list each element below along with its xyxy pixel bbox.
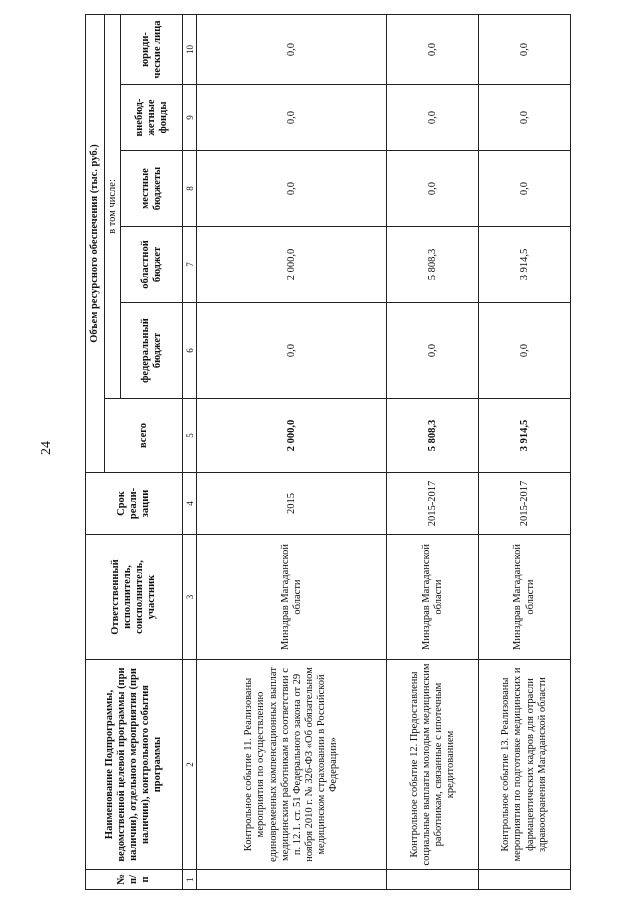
header-responsible: Ответственный исполнитель, соисполнитель, участник [86,535,183,660]
table-row [479,15,571,890]
header-name: Наименование Подпрограммы, ведомственной целевой программы (при наличии), отдельного мероприятия (при наличии), контрольного события программы [86,660,183,870]
row-legal: 0,0 [387,15,479,85]
header-offbudget: внебюд-жетные фонды [121,85,183,151]
row-num [387,870,479,890]
page-number: 24 [39,441,54,455]
table-row [387,15,479,890]
row-offbudget: 0,0 [197,85,387,151]
row-total: 3 914,5 [479,399,571,473]
row-total: 2 000,0 [197,399,387,473]
row-responsible: Минздрав Магаданской области [479,535,571,660]
row-total: 5 808,3 [387,399,479,473]
col-number: 7 [183,227,197,303]
row-federal: 0,0 [387,303,479,399]
header-local: местные бюджеты [121,151,183,227]
row-num [479,870,571,890]
table-row [197,15,387,890]
row-regional: 3 914,5 [479,227,571,303]
row-num [197,870,387,890]
row-local: 0,0 [197,151,387,227]
col-number: 10 [183,15,197,85]
header-legal: юриди-ческие лица [121,15,183,85]
header-term: Срок реали-зации [86,473,183,535]
col-number: 8 [183,151,197,227]
col-number: 3 [183,535,197,660]
row-local: 0,0 [479,151,571,227]
row-name: Контрольное событие 11. Реализованы мероприятия по осуществлению единовременных компенсационных выплат медицинским работникам в соответствии с п. 12.1. ст. 51 Федерального закона от 29 ноября 2010 г. № 326-ФЗ «Об обязательном медицинском страховании в Российской Федерации» [197,660,387,870]
header-num: № п/п [86,870,183,890]
row-responsible: Минздрав Магаданской области [197,535,387,660]
row-federal: 0,0 [197,303,387,399]
row-federal: 0,0 [479,303,571,399]
col-number: 6 [183,303,197,399]
header-federal: федеральный бюджет [121,303,183,399]
header-total: всего [105,399,183,473]
funding-table [85,14,571,890]
row-term: 2015-2017 [479,473,571,535]
row-name: Контрольное событие 12. Предоставлены социальные выплаты молодым медицинским работникам, связанные с ипотечным кредитованием [387,660,479,870]
row-offbudget: 0,0 [479,85,571,151]
rotated-table-container [85,15,571,890]
row-legal: 0,0 [197,15,387,85]
col-number: 5 [183,399,197,473]
header-funding: Объем ресурсного обеспечения (тыс. руб.) [86,15,105,473]
row-term: 2015 [197,473,387,535]
row-regional: 5 808,3 [387,227,479,303]
row-responsible: Минздрав Магаданской области [387,535,479,660]
header-regional: областной бюджет [121,227,183,303]
col-number: 2 [183,660,197,870]
row-regional: 2 000,0 [197,227,387,303]
col-number: 1 [183,870,197,890]
row-legal: 0,0 [479,15,571,85]
row-local: 0,0 [387,151,479,227]
col-number: 4 [183,473,197,535]
col-number: 9 [183,85,197,151]
header-including: в том числе: [105,15,121,399]
row-term: 2015-2017 [387,473,479,535]
row-offbudget: 0,0 [387,85,479,151]
row-name: Контрольное событие 13. Реализованы мероприятия по подготовке медицинских и фармацевтических кадров для отрасли здравоохранения Магаданской области [479,660,571,870]
